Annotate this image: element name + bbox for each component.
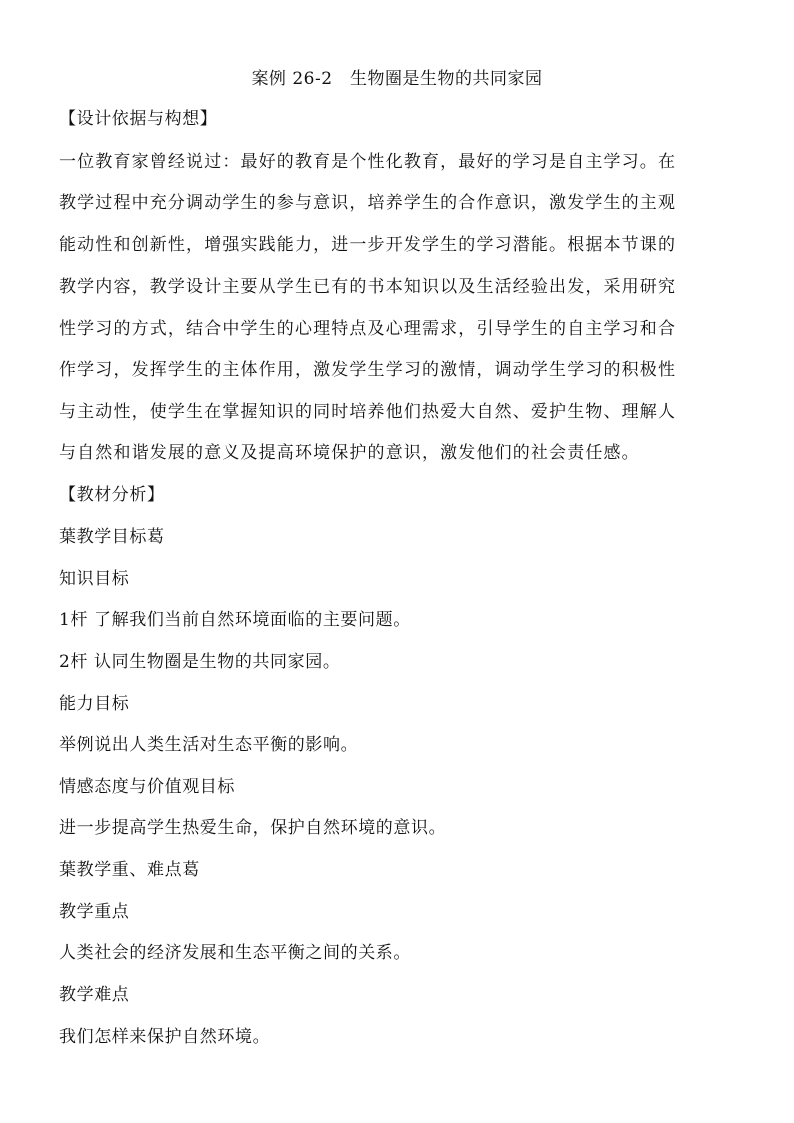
design-basis-line-3: 能动性和创新性，增强实践能力，进一步开发学生的学习潜能。根据本节课的 (59, 235, 677, 255)
document-title: 案例 26-2 生物圈是生物的共同家园 (251, 69, 543, 89)
ability-text: 举例说出人类生活对生态平衡的影响。 (59, 735, 359, 755)
difficult-point-text: 我们怎样来保护自然环境。 (59, 1027, 271, 1047)
design-basis-line-5: 性学习的方式，结合中学生的心理特点及心理需求，引导学生的自主学习和合 (59, 319, 677, 339)
ability-label: 能力目标 (59, 694, 130, 714)
design-basis-heading: 【设计依据与构想】 (59, 109, 218, 129)
design-basis-line-4: 教学内容，教学设计主要从学生已有的书本知识以及生活经验出发，采用研究 (59, 277, 677, 297)
key-point-text: 人类社会的经济发展和生态平衡之间的关系。 (59, 943, 411, 963)
design-basis-line-7: 与主动性，使学生在掌握知识的同时培养他们热爱大自然、爱护生物、理解人 (59, 402, 677, 422)
design-basis-line-2: 教学过程中充分调动学生的参与意识，培养学生的合作意识，激发学生的主观 (59, 193, 677, 213)
design-basis-line-6: 作学习，发挥学生的主体作用，激发学生学习的激情，调动学生学习的积极性 (59, 360, 677, 380)
knowledge-label: 知识目标 (59, 569, 130, 589)
key-point-label: 教学重点 (59, 902, 130, 922)
objectives-label: 葉教学目标葛 (59, 527, 165, 547)
emotion-text: 进一步提高学生热爱生命，保护自然环境的意识。 (59, 818, 447, 838)
emotion-label: 情感态度与价值观目标 (59, 777, 235, 797)
difficult-point-label: 教学难点 (59, 985, 130, 1005)
knowledge-item-1: 1杆 了解我们当前自然环境面临的主要问题。 (59, 610, 411, 630)
design-basis-line-8: 与自然和谐发展的意义及提高环境保护的意识，激发他们的社会责任感。 (59, 443, 640, 463)
knowledge-item-2: 2杆 认同生物圈是生物的共同家园。 (59, 652, 341, 672)
key-difficult-label: 葉教学重、难点葛 (59, 860, 200, 880)
material-analysis-heading: 【教材分析】 (59, 485, 165, 505)
design-basis-line-1: 一位教育家曾经说过：最好的教育是个性化教育，最好的学习是自主学习。在 (59, 152, 677, 172)
